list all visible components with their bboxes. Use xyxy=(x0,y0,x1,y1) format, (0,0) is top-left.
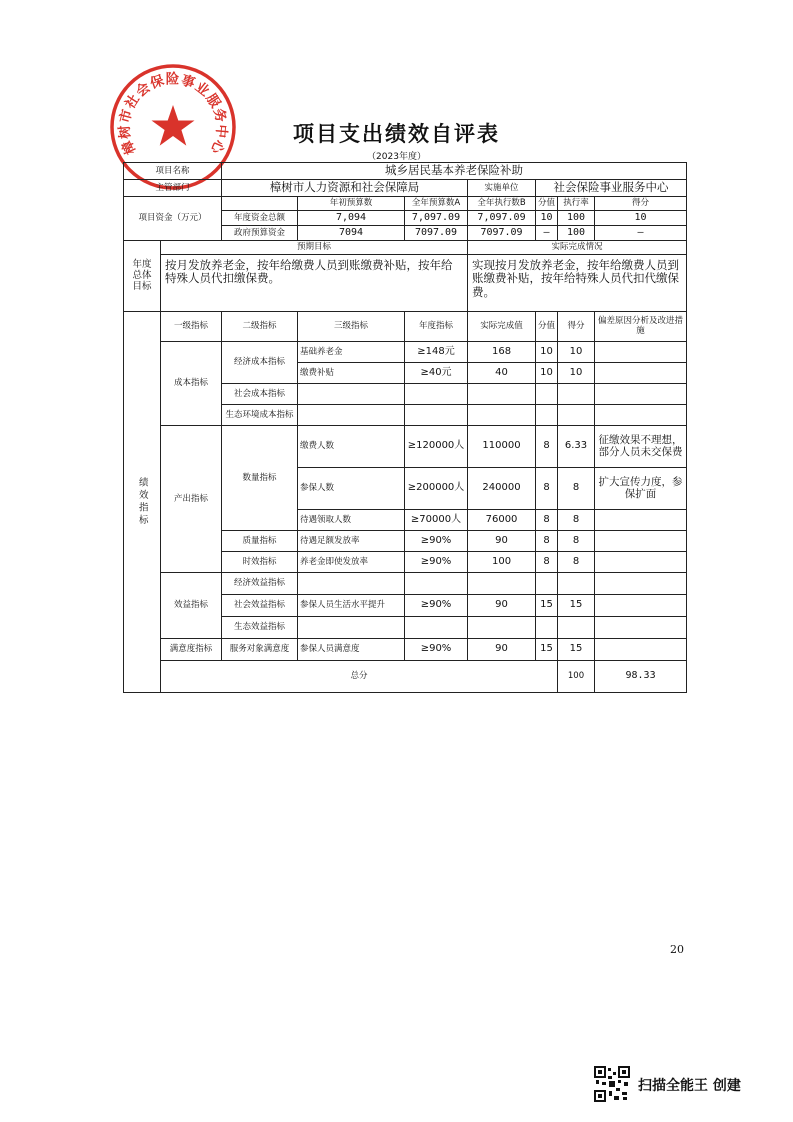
perf-label xyxy=(124,311,161,692)
funds-cell: 7097.09 xyxy=(468,225,536,240)
deviation-cell xyxy=(595,509,687,530)
annual-target-cell: ≥200000人 xyxy=(405,467,468,509)
deviation-cell xyxy=(595,341,687,362)
actual-result-text: 实现按月发放养老金，按年给缴费人员到账缴费补贴，按年给特殊人员代扣代缴保费。 xyxy=(468,254,687,311)
funds-cell: 7,094 xyxy=(298,210,405,225)
funds-header: 执行率 xyxy=(558,196,595,210)
dept-label: 主管部门 xyxy=(124,179,222,196)
deviation-cell: 扩大宣传力度，参保扩面 xyxy=(595,467,687,509)
level2-econ-benefit: 经济效益指标 xyxy=(222,572,298,594)
scanner-brand: 扫描全能王 创建 xyxy=(638,1078,741,1094)
svg-text:樟树市社会保险事业服务中心: 樟树市社会保险事业服务中心 xyxy=(116,71,230,157)
annual-target-cell: ≥90% xyxy=(405,551,468,572)
score-cell: 8 xyxy=(558,467,595,509)
impl-label: 实施单位 xyxy=(468,179,536,196)
total-weight: 100 xyxy=(558,660,595,692)
perf-header: 实际完成值 xyxy=(468,311,536,341)
score-weight-cell: 15 xyxy=(536,594,558,616)
qr-code-icon xyxy=(594,1066,630,1102)
impl-value: 社会保险事业服务中心 xyxy=(536,179,687,196)
level3-cell: 养老金即使发放率 xyxy=(298,551,405,572)
table-row xyxy=(124,425,687,467)
score-cell: 6.33 xyxy=(558,425,595,467)
annual-goal-label-text: 年度总体目标 xyxy=(132,258,152,293)
level2-quantity: 数量指标 xyxy=(222,425,298,530)
score-weight-cell: 8 xyxy=(536,467,558,509)
total-row xyxy=(124,660,687,692)
actual-result-header: 实际完成情况 xyxy=(468,240,687,254)
annual-target-cell: ≥90% xyxy=(405,594,468,616)
level2-quality: 质量指标 xyxy=(222,530,298,551)
actual-value-cell: 168 xyxy=(468,341,536,362)
table-row xyxy=(124,638,687,660)
annual-target-cell: ≥70000人 xyxy=(405,509,468,530)
funds-header: 分值 xyxy=(536,196,558,210)
perf-label-text: 绩效指标 xyxy=(136,476,148,527)
funds-header: 年初预算数 xyxy=(298,196,405,210)
total-score: 98.33 xyxy=(595,660,687,692)
project-name-label: 项目名称 xyxy=(124,163,222,180)
funds-cell: 10 xyxy=(536,210,558,225)
actual-value-cell: 110000 xyxy=(468,425,536,467)
annual-target-cell: ≥148元 xyxy=(405,341,468,362)
score-cell: 10 xyxy=(558,362,595,383)
perf-header: 分值 xyxy=(536,311,558,341)
funds-header: 全年执行数B xyxy=(468,196,536,210)
deviation-cell xyxy=(595,362,687,383)
score-weight-cell: 8 xyxy=(536,509,558,530)
funds-cell: 7,097.09 xyxy=(468,210,536,225)
deviation-cell xyxy=(595,594,687,616)
perf-header: 偏差原因分析及改进措施 xyxy=(595,311,687,341)
self-evaluation-table xyxy=(123,162,687,693)
funds-cell: 10 xyxy=(595,210,687,225)
funds-header: 全年预算数A xyxy=(405,196,468,210)
page-number: 20 xyxy=(670,943,684,956)
score-cell: 8 xyxy=(558,551,595,572)
deviation-cell: 征缴效果不理想，部分人员未交保费 xyxy=(595,425,687,467)
annual-target-cell: ≥40元 xyxy=(405,362,468,383)
level3-cell: 基础养老金 xyxy=(298,341,405,362)
level3-cell: 参保人数 xyxy=(298,467,405,509)
level1-benefit: 效益指标 xyxy=(161,572,222,638)
total-label: 总分 xyxy=(161,660,558,692)
annual-target-cell: ≥120000人 xyxy=(405,425,468,467)
deviation-cell xyxy=(595,551,687,572)
score-weight-cell: 8 xyxy=(536,425,558,467)
score-weight-cell: 15 xyxy=(536,638,558,660)
score-weight-cell: 8 xyxy=(536,530,558,551)
level3-cell: 参保人员满意度 xyxy=(298,638,405,660)
actual-value-cell: 90 xyxy=(468,530,536,551)
expected-goal-header: 预期目标 xyxy=(161,240,468,254)
perf-header: 年度指标 xyxy=(405,311,468,341)
annual-target-cell: ≥90% xyxy=(405,530,468,551)
level2-eco-cost: 生态环境成本指标 xyxy=(222,404,298,425)
level2-econ-cost: 经济成本指标 xyxy=(222,341,298,383)
funds-cell: 7,097.09 xyxy=(405,210,468,225)
level3-cell: 参保人员生活水平提升 xyxy=(298,594,405,616)
funds-cell: 7094 xyxy=(298,225,405,240)
score-cell: 10 xyxy=(558,341,595,362)
level3-cell: 缴费补贴 xyxy=(298,362,405,383)
level3-cell: 待遇足额发放率 xyxy=(298,530,405,551)
actual-value-cell: 76000 xyxy=(468,509,536,530)
actual-value-cell: 240000 xyxy=(468,467,536,509)
score-cell: 15 xyxy=(558,594,595,616)
level1-cost: 成本指标 xyxy=(161,341,222,425)
score-cell: 8 xyxy=(558,530,595,551)
score-cell: 15 xyxy=(558,638,595,660)
deviation-cell xyxy=(595,638,687,660)
perf-header: 三级指标 xyxy=(298,311,405,341)
level2-eco-benefit: 生态效益指标 xyxy=(222,616,298,638)
score-weight-cell: 10 xyxy=(536,341,558,362)
funds-row-label: 政府预算资金 xyxy=(222,225,298,240)
score-weight-cell: 8 xyxy=(536,551,558,572)
deviation-cell xyxy=(595,530,687,551)
actual-value-cell: 90 xyxy=(468,638,536,660)
funds-cell: 100 xyxy=(558,225,595,240)
annual-goal-label xyxy=(124,240,161,311)
page-title: 项目支出绩效自评表 xyxy=(293,121,500,146)
level1-satisfaction: 满意度指标 xyxy=(161,638,222,660)
score-weight-cell: 10 xyxy=(536,362,558,383)
expected-goal-text: 按月发放养老金，按年给缴费人员到账缴费补贴，按年给特殊人员代扣缴保费。 xyxy=(161,254,468,311)
funds-cell: — xyxy=(536,225,558,240)
report-year: （2023年度） xyxy=(367,152,426,162)
funds-row-label: 年度资金总额 xyxy=(222,210,298,225)
score-cell: 8 xyxy=(558,509,595,530)
perf-header: 得分 xyxy=(558,311,595,341)
level2-social-benefit: 社会效益指标 xyxy=(222,594,298,616)
level3-cell: 待遇领取人数 xyxy=(298,509,405,530)
perf-header: 一级指标 xyxy=(161,311,222,341)
funds-cell: — xyxy=(595,225,687,240)
table-row xyxy=(124,572,687,594)
annual-target-cell: ≥90% xyxy=(405,638,468,660)
level2-social-cost: 社会成本指标 xyxy=(222,383,298,404)
project-name-value: 城乡居民基本养老保险补助 xyxy=(222,163,687,180)
funds-cell: 7097.09 xyxy=(405,225,468,240)
table-row xyxy=(124,341,687,362)
funds-label: 项目资金（万元） xyxy=(124,196,222,240)
scanner-watermark xyxy=(594,1066,769,1104)
level3-cell: 缴费人数 xyxy=(298,425,405,467)
level2-satisfaction: 服务对象满意度 xyxy=(222,638,298,660)
funds-cell: 100 xyxy=(558,210,595,225)
perf-header: 二级指标 xyxy=(222,311,298,341)
actual-value-cell: 100 xyxy=(468,551,536,572)
actual-value-cell: 40 xyxy=(468,362,536,383)
dept-value: 樟树市人力资源和社会保障局 xyxy=(222,179,468,196)
level2-time: 时效指标 xyxy=(222,551,298,572)
level1-output: 产出指标 xyxy=(161,425,222,572)
actual-value-cell: 90 xyxy=(468,594,536,616)
funds-header: 得分 xyxy=(595,196,687,210)
